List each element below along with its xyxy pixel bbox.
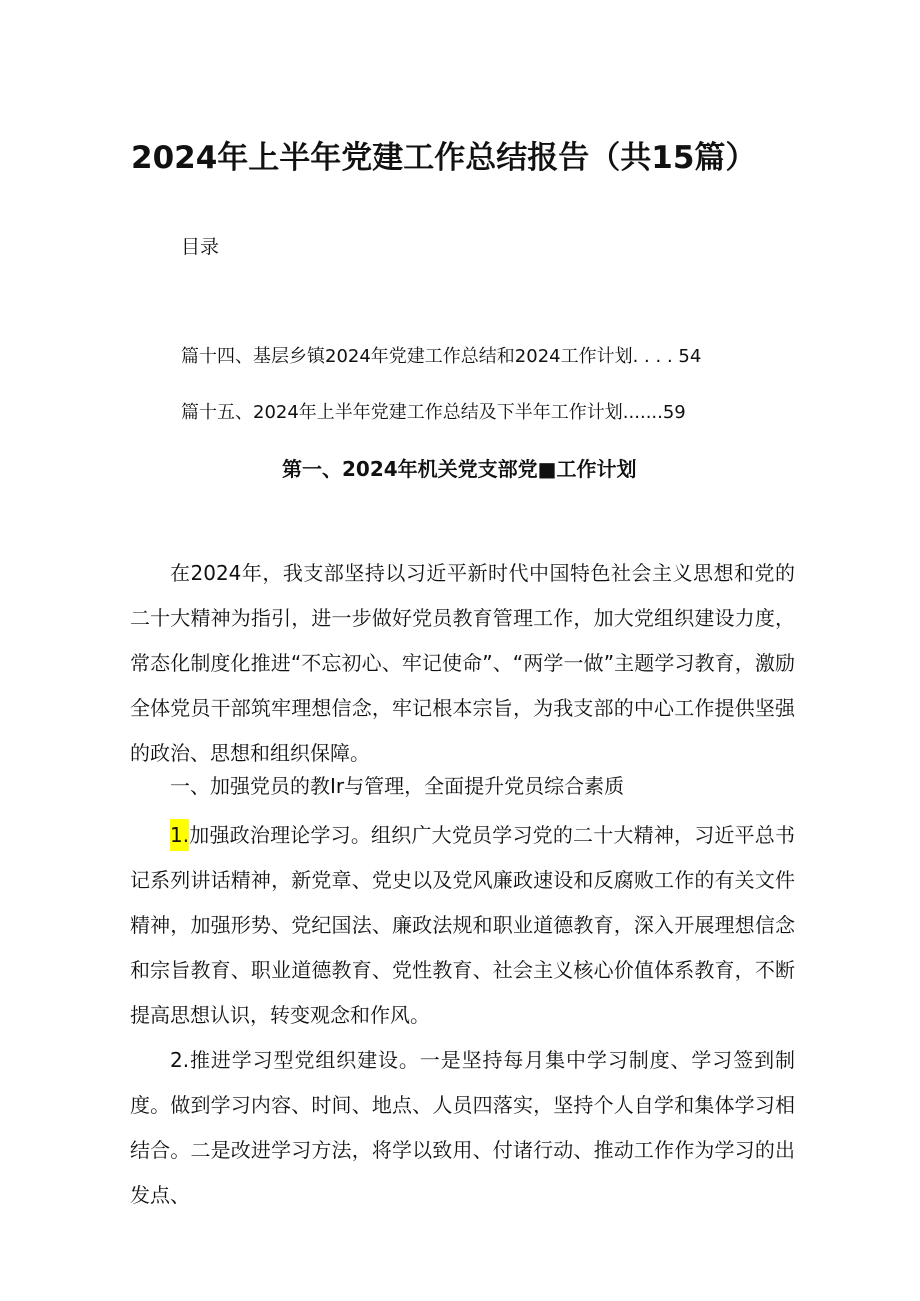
document-title: 2024年上半年党建工作总结报告（共15篇） [131, 140, 757, 176]
section-title: 第一、2024年机关党支部党■工作计划 [282, 457, 637, 481]
paragraph-text [130, 813, 795, 1038]
paragraph [130, 1038, 795, 1218]
toc-item: 篇十五、2024年上半年党建工作总结及下半年工作计划.......59 [181, 402, 686, 423]
toc-item: 篇十四、基层乡镇2024年党建工作总结和2024工作计划. . . . 54 [181, 346, 702, 367]
section-heading: 一、加强党员的教Ir与管理，全面提升党员综合素质 [170, 774, 625, 798]
highlighted-number: 1. [170, 819, 189, 851]
toc-heading: 目录 [181, 236, 220, 258]
paragraph-text: 2.推进学习型党组织建设。一是坚持每月集中学习制度、学习签到制度。做到学习内容、时间、地点、人员四落实，坚持个人自学和集体学习相结合。二是改进学习方法，将学以致用、付诸行动、推动工作作为学习的出发点、 [130, 1048, 795, 1207]
paragraph [130, 813, 795, 1038]
paragraph [130, 551, 795, 776]
paragraph-body: 加强政治理论学习。组织广大党员学习党的二十大精神，习近平总书记系列讲话精神，新党章、党史以及党风廉政速设和反腐败工作的有关文件精神，加强形势、党纪国法、廉政法规和职业道德教育，深入开展理想信念和宗旨教育、职业道德教育、党性教育、社会主义核心价值体系教育，不断提高思想认识，转变观念和作风。 [130, 823, 795, 1027]
paragraph-text: 在2024年，我支部坚持以习近平新时代中国特色社会主义思想和党的二十大精神为指引，进一步做好党员教育管理工作，加大党组织建设力度，常态化制度化推进“不忘初心、牢记使命”、“两学一做”主题学习教育，激励全体党员干部筑牢理想信念，牢记根本宗旨，为我支部的中心工作提供坚强的政治、思想和组织保障。 [130, 561, 795, 765]
